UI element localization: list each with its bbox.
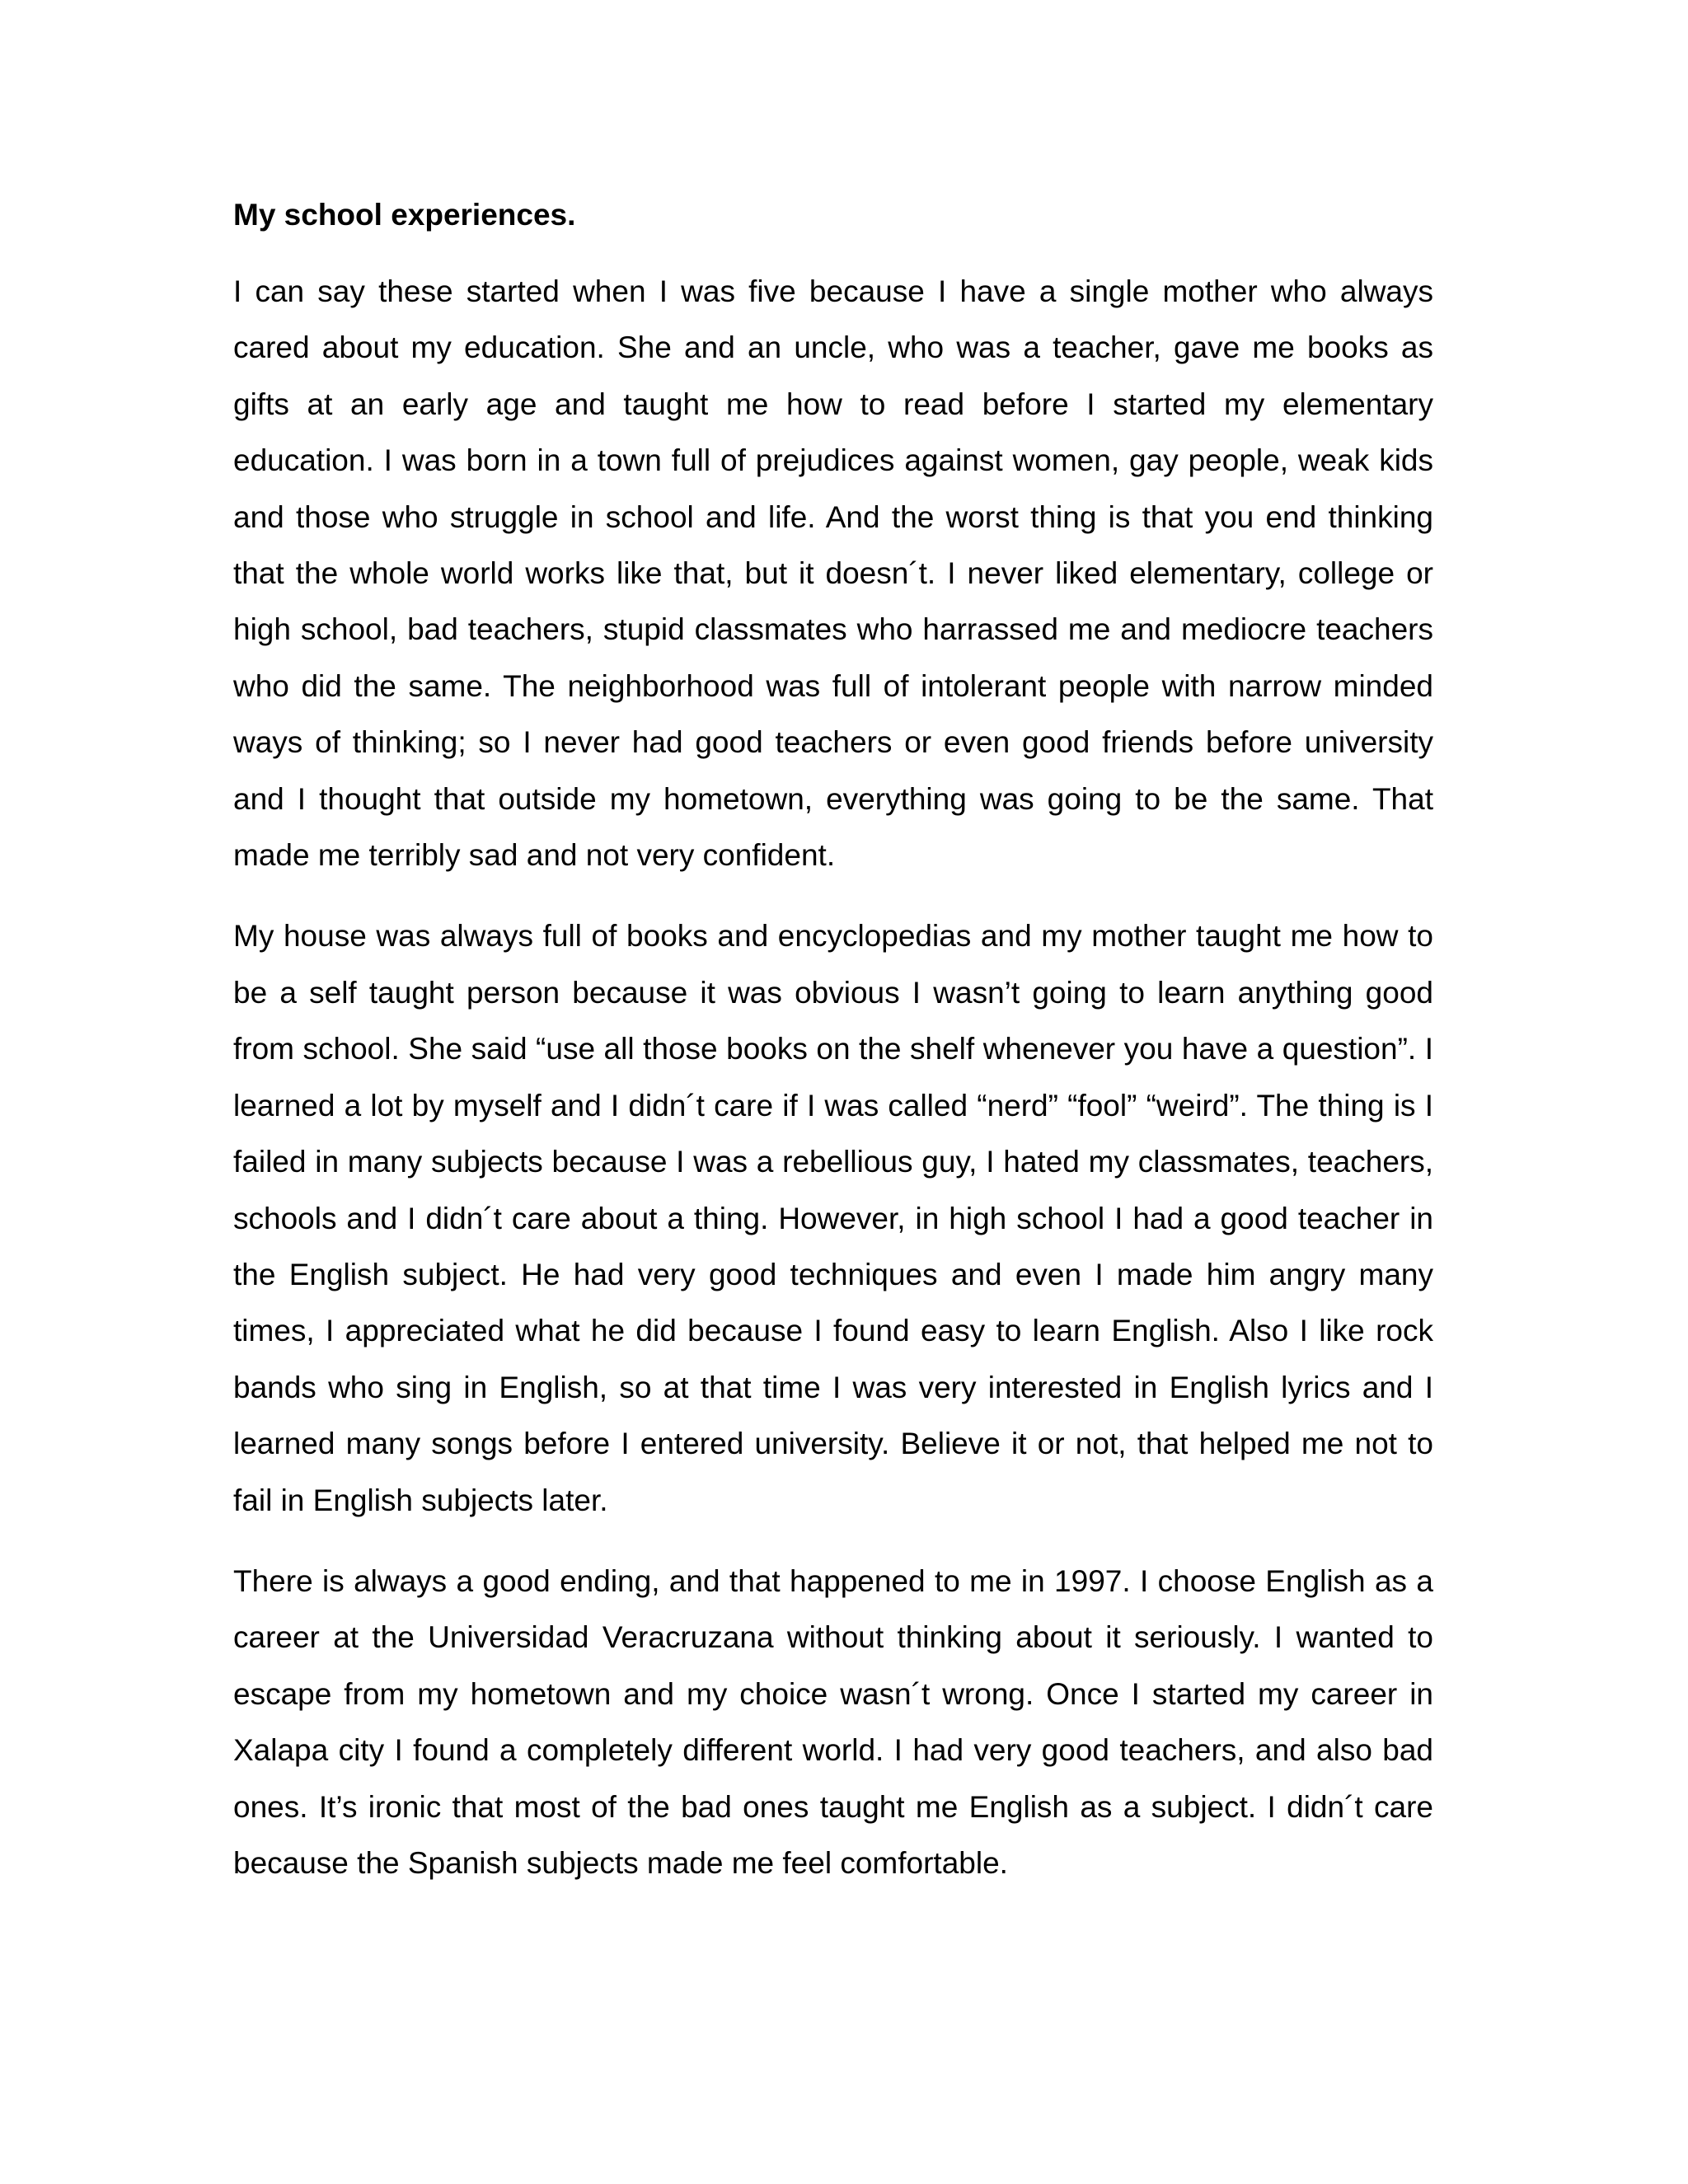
paragraph-1: I can say these started when I was five because I have a single mother who always cared about my education. She and an uncle, who was a teacher, gave me books as gifts at an early age and taught me how to read before I started my elementary education. I was born in a town full of prejudices against women, gay people, weak kids and those who struggle in school and life. And the worst thing is that you end thinking that the whole world works like that, but it doesn´t. I never liked elementary, college or high school, bad teachers, stupid classmates who harrassed me and mediocre teachers who did the same. The neighborhood was full of intolerant people with narrow minded ways of thinking; so I never had good teachers or even good friends before university and I thought that outside my hometown, everything was going to be the same. That made me terribly sad and not very confident.: [233, 274, 1433, 873]
paragraph-2: My house was always full of books and encyclopedias and my mother taught me how to be a self taught person because it was obvious I wasn’t going to learn anything good from school. She said “use all those books on the shelf whenever you have a question”. I learned a lot by myself and I didn´t care if I was called “nerd” “fool” “weird”. The thing is I failed in many subjects because I was a rebellious guy, I hated my classmates, teachers, schools and I didn´t care about a thing. However, in high school I had a good teacher in the English subject. He had very good techniques and even I made him angry many times, I appreciated what he did because I found easy to learn English. Also I like rock bands who sing in English, so at that time I was very interested in English lyrics and I learned many songs before I entered university. Believe it or not, that helped me not to fail in English subjects later.: [233, 919, 1433, 1517]
paragraph-3: There is always a good ending, and that happened to me in 1997. I choose English as a career at the Universidad Veracruzana without thinking about it seriously. I wanted to escape from my hometown and my choice wasn´t wrong. Once I started my career in Xalapa city I found a completely different world. I had very good teachers, and also bad ones. It’s ironic that most of the bad ones taught me English as a subject. I didn´t care because the Spanish subjects made me feel comfortable.: [233, 1563, 1433, 1880]
document-title: My school experiences.: [233, 198, 576, 232]
document-body: [233, 191, 1433, 1891]
